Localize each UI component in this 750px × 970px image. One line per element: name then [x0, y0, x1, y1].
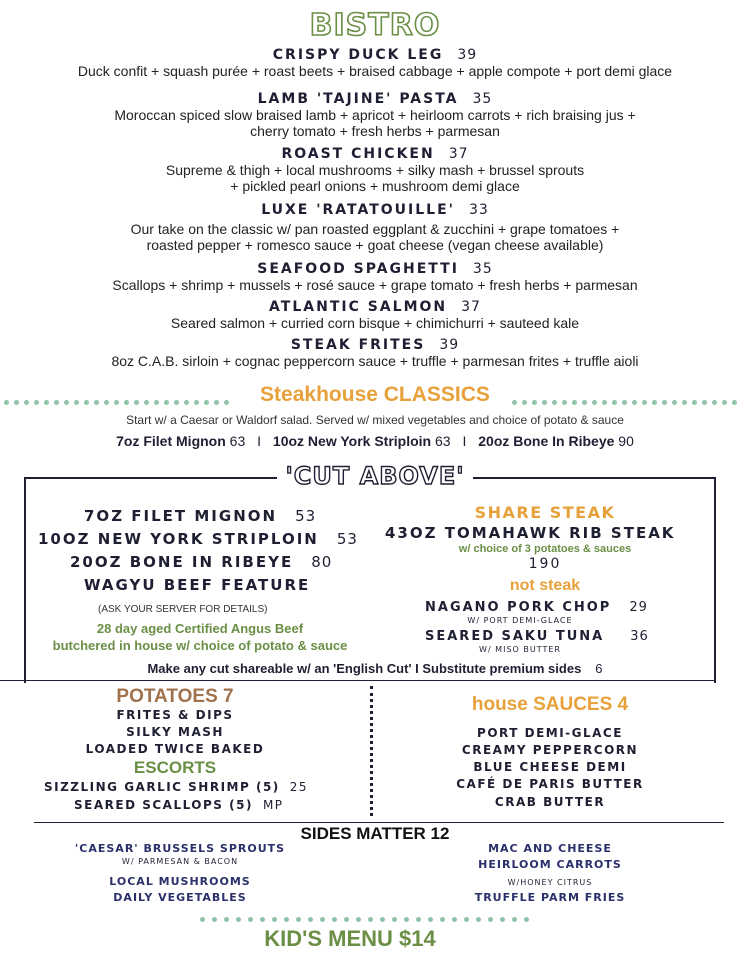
- dish-price: 35: [472, 261, 493, 277]
- dish-name: CRISPY DUCK LEG 39: [272, 47, 478, 63]
- ask-server-note: (ASK YOUR SERVER FOR DETAILS): [98, 604, 268, 615]
- sauce-item: CRAB BUTTER: [494, 795, 606, 809]
- dish-description: Moroccan spiced slow braised lamb + apricot + heirloom carrots + rich braising jus +: [114, 107, 636, 123]
- decorative-dot: [404, 917, 409, 922]
- dish-description: Supreme & thigh + local mushrooms + silky mash + brussel sprouts: [165, 162, 585, 178]
- saku-tuna: SEARED SAKU TUNA 36: [425, 629, 649, 644]
- decorative-dot: [296, 917, 301, 922]
- column-divider-dotted: [370, 686, 377, 816]
- dish-steak-frites: [0, 337, 750, 369]
- cut-item-filet: 7OZ FILET MIGNON 53: [84, 507, 317, 525]
- decorative-dot: [392, 917, 397, 922]
- dish-seafood-spaghetti: [0, 261, 750, 293]
- side-caesar-brussels: 'CAESAR' BRUSSELS SPROUTS: [74, 842, 286, 855]
- dish-description: Scallops + shrimp + mussels + rosé sauce + grape tomato + fresh herbs + parmesan: [112, 277, 638, 293]
- decorative-dot: [416, 917, 421, 922]
- potatoes-title: POTATOES 7: [116, 686, 234, 707]
- classic-item: 10oz New York Striploin 63: [272, 433, 451, 449]
- decorative-dot: [428, 917, 433, 922]
- decorative-dot: [356, 917, 361, 922]
- side-caesar-note: W/ PARMESAN & BACON: [121, 857, 239, 866]
- side-mac-cheese: MAC AND CHEESE: [488, 842, 612, 855]
- pork-chop-note: W/ PORT DEMI-GLACE: [467, 616, 573, 625]
- dish-description: cherry tomato + fresh herbs + parmesan: [250, 123, 500, 139]
- classic-item: 20oz Bone In Ribeye 90: [478, 433, 634, 449]
- decorative-dot: [236, 917, 241, 922]
- decorative-dot: [332, 917, 337, 922]
- sauces-title: house SAUCES 4: [471, 694, 629, 715]
- dish-roast-chicken: [0, 146, 750, 194]
- tomahawk-price: 190: [528, 556, 562, 572]
- dish-luxe-ratatouille: [0, 202, 750, 253]
- pork-chop: NAGANO PORK CHOP 29: [425, 600, 648, 615]
- kids-menu-title: KID'S MENU $14: [264, 926, 436, 951]
- saku-tuna-note: W/ MISO BUTTER: [479, 645, 561, 654]
- decorative-dot: [380, 917, 385, 922]
- bistro-title: BISTRO: [309, 8, 441, 43]
- decorative-dot: [260, 917, 265, 922]
- cut-item-striploin: 10OZ NEW YORK STRIPLOIN 53: [38, 530, 358, 548]
- decorative-dot: [524, 917, 529, 922]
- dish-name: ATLANTIC SALMON 37: [269, 299, 481, 315]
- decorative-dot: [440, 917, 445, 922]
- dish-price: 39: [439, 337, 460, 353]
- dish-description: + pickled pearl onions + mushroom demi glace: [230, 178, 520, 194]
- divider-line: [0, 680, 714, 681]
- steakhouse-classics-items: [0, 433, 750, 449]
- sauce-item: BLUE CHEESE DEMI: [473, 760, 627, 774]
- aged-beef-note: 28 day aged Certified Angus Beef: [96, 621, 304, 636]
- decorative-dot: [320, 917, 325, 922]
- tomahawk-name: 43OZ TOMAHAWK RIB STEAK: [385, 524, 676, 542]
- separator: I: [257, 433, 262, 449]
- decorative-dot: [308, 917, 313, 922]
- not-steak-title: not steak: [509, 577, 581, 594]
- side-heirloom-carrots: HEIRLOOM CARROTS: [478, 858, 622, 871]
- dish-atlantic-salmon: [0, 299, 750, 331]
- dish-name: STEAK FRITES 39: [290, 337, 460, 353]
- steakhouse-classics-title: Steakhouse CLASSICS: [260, 383, 490, 406]
- decorative-dot: [224, 917, 229, 922]
- sauce-item: CREAMY PEPPERCORN: [461, 743, 639, 757]
- butchered-note: butchered in house w/ choice of potato & sauce: [52, 638, 348, 653]
- potato-item: LOADED TWICE BAKED: [85, 742, 265, 756]
- decorative-dot: [200, 917, 205, 922]
- escorts-title: ESCORTS: [133, 758, 217, 777]
- dish-crispy-duck-leg: [0, 47, 750, 79]
- side-daily-vegetables: DAILY VEGETABLES: [113, 891, 247, 904]
- decorative-dot: [500, 917, 505, 922]
- dish-name: LUXE 'RATATOUILLE' 33: [261, 202, 489, 218]
- side-carrots-note: W/HONEY CITRUS: [507, 878, 593, 887]
- dish-lamb-tajine-pasta: [0, 91, 750, 139]
- decorative-dot: [272, 917, 277, 922]
- decorative-dot: [464, 917, 469, 922]
- decorative-dot: [284, 917, 289, 922]
- separator: I: [462, 433, 467, 449]
- cut-item-ribeye: 20OZ BONE IN RIBEYE 80: [70, 553, 333, 571]
- divider-line: [34, 822, 724, 823]
- potato-item: SILKY MASH: [126, 725, 224, 739]
- side-truffle-fries: TRUFFLE PARM FRIES: [474, 891, 626, 904]
- sauce-item: PORT DEMI-GLACE: [477, 726, 623, 740]
- dish-price: 33: [468, 202, 489, 218]
- decorative-dot: [488, 917, 493, 922]
- dish-name: ROAST CHICKEN 37: [281, 146, 469, 162]
- tomahawk-note: w/ choice of 3 potatoes & sauces: [458, 543, 632, 555]
- side-local-mushrooms: LOCAL MUSHROOMS: [109, 875, 251, 888]
- decorative-dot: [212, 917, 217, 922]
- decorative-dot: [452, 917, 457, 922]
- dish-price: 35: [472, 91, 493, 107]
- decorative-dot: [248, 917, 253, 922]
- dish-description: Seared salmon + curried corn bisque + chimichurri + sauteed kale: [170, 315, 580, 331]
- dish-description: Our take on the classic w/ pan roasted eggplant & zucchini + grape tomatoes +: [130, 221, 620, 237]
- dish-name: LAMB 'TAJINE' PASTA 35: [257, 91, 493, 107]
- sauce-item: CAFÉ DE PARIS BUTTER: [456, 777, 644, 791]
- dish-name: SEAFOOD SPAGHETTI 35: [257, 261, 493, 277]
- escort-item: SIZZLING GARLIC SHRIMP (5) 25: [44, 780, 309, 794]
- dish-description: Duck confit + squash purée + roast beets + braised cabbage + apple compote + port demi glace: [77, 63, 673, 79]
- potato-item: FRITES & DIPS: [116, 708, 234, 722]
- dotted-divider-bottom: [200, 909, 540, 917]
- decorative-dot: [512, 917, 517, 922]
- dish-description: roasted pepper + romesco sauce + goat cheese (vegan cheese available): [146, 237, 604, 253]
- share-steak-title: SHARE STEAK: [474, 503, 616, 522]
- classic-item: 7oz Filet Mignon 63: [116, 433, 246, 449]
- decorative-dot: [368, 917, 373, 922]
- dish-price: 39: [457, 47, 478, 63]
- escort-item: SEARED SCALLOPS (5) MP: [74, 798, 284, 812]
- decorative-dot: [344, 917, 349, 922]
- dish-description: 8oz C.A.B. sirloin + cognac peppercorn sauce + truffle + parmesan frites + truffle aioli: [111, 353, 639, 369]
- cut-item-wagyu: WAGYU BEEF FEATURE: [84, 576, 311, 594]
- sides-title: SIDES MATTER 12: [300, 824, 450, 843]
- shareable-note: Make any cut shareable w/ an 'English Cut' I Substitute premium sides 6: [147, 661, 603, 676]
- steakhouse-classics-intro: Start w/ a Caesar or Waldorf salad. Served w/ mixed vegetables and choice of potato & sauce: [126, 413, 624, 427]
- dish-price: 37: [448, 146, 469, 162]
- decorative-dot: [476, 917, 481, 922]
- cut-above-title: 'CUT ABOVE': [0, 462, 750, 490]
- dish-price: 37: [461, 299, 481, 315]
